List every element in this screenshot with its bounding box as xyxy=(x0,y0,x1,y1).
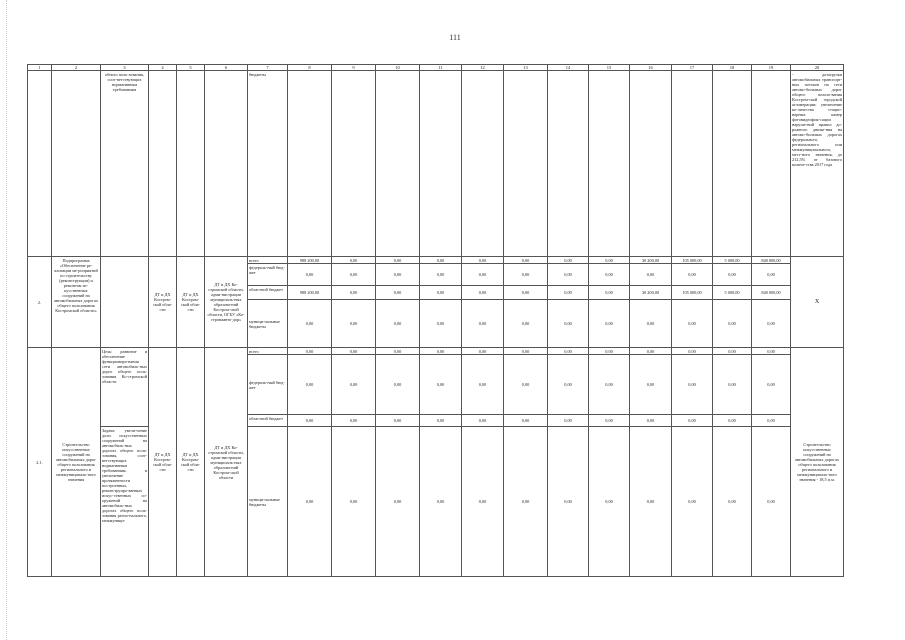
amount-cell: 0,00 xyxy=(589,427,630,577)
amount-cell: 0,00 xyxy=(713,348,752,355)
amount-cell: 0,00 xyxy=(752,300,791,348)
amount-cell: 5 000,00 xyxy=(713,286,752,300)
amount-cell: 0,00 xyxy=(376,286,420,300)
amount-cell: 0,00 xyxy=(332,355,376,415)
funding-source: всего xyxy=(248,348,288,355)
amount-cell: 0,00 xyxy=(589,257,630,264)
amount-cell: 0,00 xyxy=(420,286,462,300)
header-cell: 12 xyxy=(462,65,504,71)
header-cell: 5 xyxy=(177,65,205,71)
participants: ДТ и ДХ Ко-стромской области, адми-нистрации муниципаль-ных образова-ний Костром-ской области xyxy=(205,348,248,577)
header-cell: 7 xyxy=(248,65,288,71)
amount-cell: 0,00 xyxy=(672,415,713,427)
subprogram-name: Подпрограмма «Обеспечение ре-ализации ме-роприятий по строительству (реконструкции) и ремонтам ис-кусственных сооружений на автомобильных дорогах общего пользования Костромской области» xyxy=(52,257,101,348)
amount-cell: 0,00 xyxy=(752,264,791,286)
budget-table xyxy=(27,64,844,577)
amount-cell: 0,00 xyxy=(332,286,376,300)
amount-cell: 0,00 xyxy=(420,300,462,348)
amount-cell: 0,00 xyxy=(420,415,462,427)
amount-cell: 0,00 xyxy=(504,257,548,264)
amount-cell: 0,00 xyxy=(376,427,420,577)
amount-cell: 0,00 xyxy=(332,427,376,577)
amount-cell: 0,00 xyxy=(589,355,630,415)
amount-cell: 0,00 xyxy=(420,427,462,577)
amount-cell: 0,00 xyxy=(420,257,462,264)
amount-cell: 105 000,00 xyxy=(672,286,713,300)
header-cell: 8 xyxy=(288,65,332,71)
amount-cell: 0,00 xyxy=(672,355,713,415)
amount-cell: 0,00 xyxy=(504,286,548,300)
amount-cell: 0,00 xyxy=(548,257,589,264)
table-row xyxy=(28,348,844,355)
amount-cell: 0,00 xyxy=(672,427,713,577)
amount-cell: 0,00 xyxy=(332,264,376,286)
funding-source: федераль-ный бюд-жет xyxy=(248,355,288,415)
amount-cell: 0,00 xyxy=(288,427,332,577)
amount-cell: 0,00 xyxy=(752,355,791,415)
amount-cell: 0,00 xyxy=(713,427,752,577)
amount-cell: 0,00 xyxy=(630,415,672,427)
amount-cell: 0,00 xyxy=(589,348,630,355)
amount-cell: 0,00 xyxy=(376,415,420,427)
target-indicator: Строительство искусственных сооружений на автомобильных дорогах общего пользования регионального и межмуниципаль-ного значения - 18,5 п.м. xyxy=(791,348,844,577)
measure-name: Строительство искусственных сооружений на автомобильных дорог общего пользования регионального и межмуниципаль-ного значения xyxy=(52,348,101,577)
funding-source: муници-пальные бюджеты xyxy=(248,427,288,577)
amount-cell: 0,00 xyxy=(288,348,332,355)
responsible-executor: ДТ и ДХ Костром-ской обла-сти xyxy=(149,348,177,577)
header-cell: 2 xyxy=(52,65,101,71)
amount-cell: 0,00 xyxy=(376,355,420,415)
funding-source: областной бюджет xyxy=(248,286,288,300)
row-number: 2. xyxy=(28,257,52,348)
amount-cell: 0,00 xyxy=(376,257,420,264)
amount-cell: 0,00 xyxy=(332,348,376,355)
amount-cell: 30 200,00 xyxy=(630,257,672,264)
amount-cell: 0,00 xyxy=(420,355,462,415)
amount-cell: 0,00 xyxy=(288,264,332,286)
amount-cell: 0,00 xyxy=(288,300,332,348)
amount-cell: 0,00 xyxy=(504,427,548,577)
amount-cell: 0,00 xyxy=(548,427,589,577)
amount-cell: 0,00 xyxy=(420,264,462,286)
amount-cell: 0,00 xyxy=(332,300,376,348)
amount-cell: 0,00 xyxy=(504,300,548,348)
amount-cell: 0,00 xyxy=(548,348,589,355)
amount-cell: 0,00 xyxy=(462,257,504,264)
header-cell: 9 xyxy=(332,65,376,71)
amount-cell: 0,00 xyxy=(548,355,589,415)
header-cell: 18 xyxy=(713,65,752,71)
goal-text: Цель: развитие и обеспечение функциониро-вания сети автомобиль-ных дорог общего поль-зования Ко-стромской области xyxy=(101,348,149,427)
amount-cell: 0,00 xyxy=(504,264,548,286)
table-row xyxy=(28,71,844,257)
amount-cell: 0,00 xyxy=(288,355,332,415)
amount-cell: 0,00 xyxy=(630,427,672,577)
funding-source: областной бюджет xyxy=(248,415,288,427)
header-cell: 15 xyxy=(589,65,630,71)
header-cell: 19 xyxy=(752,65,791,71)
amount-cell: 0,00 xyxy=(630,300,672,348)
amount-cell: 0,00 xyxy=(462,427,504,577)
amount-cell: 0,00 xyxy=(548,415,589,427)
funding-source-continued: бюджеты xyxy=(248,71,288,257)
amount-cell: 0,00 xyxy=(713,355,752,415)
amount-cell: 0,00 xyxy=(332,257,376,264)
header-cell: 14 xyxy=(548,65,589,71)
co-executor: ДТ и ДХ Костром-ской обла-сти xyxy=(177,257,205,348)
amount-cell: 0,00 xyxy=(548,286,589,300)
amount-cell: 0,00 xyxy=(504,355,548,415)
page-number: 111 xyxy=(449,33,461,42)
task-text: Задача: увели-чение доли искусственных сооружений на автомобиль-ных дорогах общего поль-зования, соот-ветствующих нормативным требованиям, и увеличение протяженности построенных, реконструиро-ванных искус-ственных со-оружений на автомобиль-ных дорогах общего поль-зования регио-нального, межмуници- xyxy=(101,427,149,577)
amount-cell: 0,00 xyxy=(462,300,504,348)
indicator-text-continued: - дозагрузки автомобильных транспорт-ных потоков на сети автомо-бильных дорог общего пользо-вания Костром-ской городской агломерации; увеличение ко-личества стацио-нарных камер фотовидеофик-сации наруше-ний правил до-рожного движе-ния на автомо-бильных дорогах федерального, регионального или межмуниципального, мест-ного значения, до 212,5% от базового количе-ства 2017 года xyxy=(791,71,844,257)
amount-cell: 0,00 xyxy=(462,355,504,415)
amount-cell: 848 000,00 xyxy=(752,286,791,300)
amount-cell: 0,00 xyxy=(589,415,630,427)
amount-cell: 0,00 xyxy=(332,415,376,427)
amount-cell: 0,00 xyxy=(713,415,752,427)
amount-cell: 0,00 xyxy=(630,355,672,415)
amount-cell: 0,00 xyxy=(288,415,332,427)
header-cell: 13 xyxy=(504,65,548,71)
amount-cell: 0,00 xyxy=(548,300,589,348)
amount-cell: 0,00 xyxy=(376,264,420,286)
header-cell: 16 xyxy=(630,65,672,71)
amount-cell: 0,00 xyxy=(713,300,752,348)
amount-cell: 105 000,00 xyxy=(672,257,713,264)
header-cell: 20 xyxy=(791,65,844,71)
header-cell: 3 xyxy=(101,65,149,71)
target-indicator: Х xyxy=(791,257,844,348)
amount-cell: 0,00 xyxy=(752,415,791,427)
amount-cell: 848 000,00 xyxy=(752,257,791,264)
amount-cell: 0,00 xyxy=(630,348,672,355)
header-cell: 4 xyxy=(149,65,177,71)
amount-cell: 0,00 xyxy=(752,348,791,355)
amount-cell: 0,00 xyxy=(462,415,504,427)
amount-cell: 0,00 xyxy=(420,348,462,355)
header-cell: 10 xyxy=(376,65,420,71)
amount-cell: 0,00 xyxy=(462,286,504,300)
funding-source: муници-пальные бюджеты xyxy=(248,300,288,348)
amount-cell: 30 200,00 xyxy=(630,286,672,300)
responsible-executor: ДТ и ДХ Костром-ской обла-сти xyxy=(149,257,177,348)
amount-cell: 0,00 xyxy=(589,286,630,300)
scan-edge xyxy=(6,0,8,640)
amount-cell: 0,00 xyxy=(376,348,420,355)
amount-cell: 0,00 xyxy=(548,264,589,286)
funding-source: всего xyxy=(248,257,288,264)
amount-cell: 0,00 xyxy=(376,300,420,348)
funding-source: федераль-ный бюд-жет xyxy=(248,264,288,286)
amount-cell: 0,00 xyxy=(589,300,630,348)
amount-cell: 988 200,00 xyxy=(288,257,332,264)
amount-cell: 0,00 xyxy=(589,264,630,286)
co-executor: ДТ и ДХ Костром-ской обла-сти xyxy=(177,348,205,577)
header-cell: 6 xyxy=(205,65,248,71)
amount-cell: 0,00 xyxy=(672,348,713,355)
amount-cell: 988 200,00 xyxy=(288,286,332,300)
amount-cell: 0,00 xyxy=(630,264,672,286)
row-number: 2.1. xyxy=(28,348,52,577)
amount-cell: 0,00 xyxy=(672,264,713,286)
task-text-continued: обного поль-зования, соот-ветствующих нормативным требованиям xyxy=(101,71,149,257)
amount-cell: 0,00 xyxy=(504,415,548,427)
header-cell: 11 xyxy=(420,65,462,71)
amount-cell: 0,00 xyxy=(672,300,713,348)
amount-cell: 0,00 xyxy=(504,348,548,355)
amount-cell: 0,00 xyxy=(462,348,504,355)
header-cell: 1 xyxy=(28,65,52,71)
amount-cell: 5 000,00 xyxy=(713,257,752,264)
table-row xyxy=(28,257,844,264)
amount-cell: 0,00 xyxy=(462,264,504,286)
amount-cell: 0,00 xyxy=(713,264,752,286)
amount-cell: 0,00 xyxy=(752,427,791,577)
header-cell: 17 xyxy=(672,65,713,71)
participants: ДТ и ДХ Ко-стромской области, адми-нистрации муниципаль-ных образова-ний Костром-ской области, ОГБУ «Ко-стромаавто-дор» xyxy=(205,257,248,348)
